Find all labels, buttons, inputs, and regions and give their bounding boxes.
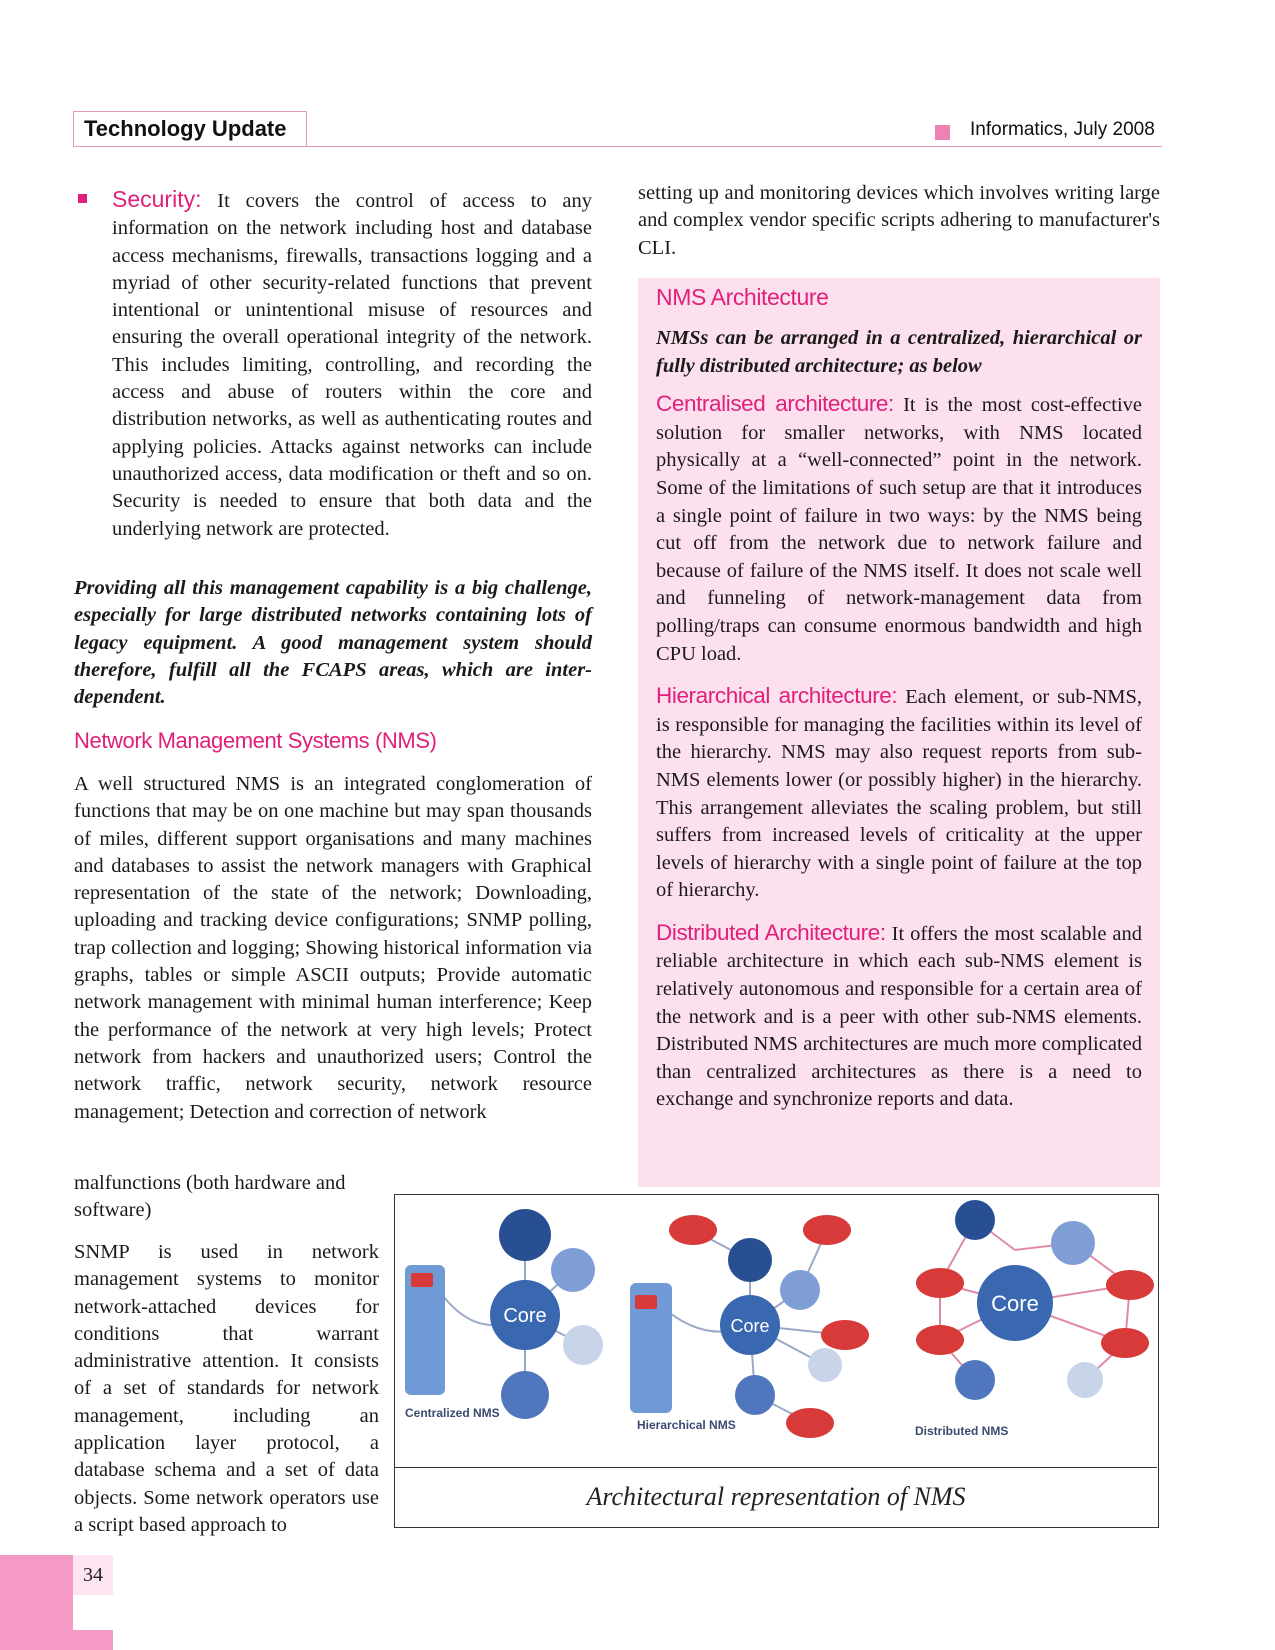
hierarchical-label: Hierarchical architecture: bbox=[656, 683, 898, 709]
footer-pink-strip bbox=[73, 1630, 113, 1650]
arch-box-title: NMS Architecture bbox=[656, 284, 829, 310]
right-top-paragraph: setting up and monitoring devices which involves writing large and complex vendor specific scripts adhering to manufacturer's CLI. bbox=[638, 182, 1160, 259]
security-paragraph bbox=[112, 186, 592, 543]
centralised-text: It is the most cost-effective solution for smaller networks, with NMS located physically at a “well-connected” point in the network. Some of the limitations of such setup are that it introduces a single point of failure in two ways: by the NMS being cut off from the network due to network failure and because of failure of the NMS itself. It does not scale well and funneling of network-management data from polling/traps can consume enormous bandwidth and high CPU load. bbox=[656, 394, 1142, 665]
core-label-2: Core bbox=[730, 1316, 770, 1336]
distributed-text: It offers the most scalable and reliable architecture in which each sub-NMS element is relatively autonomous and responsible for a certain area of the network and is a peer with other sub-NMS elements. Distributed NMS architectures are much more complicated than centralized architectures as there is a need to exchange and synchronize reports and data. bbox=[656, 922, 1142, 1111]
centralized-label: Centralized NMS bbox=[405, 1406, 500, 1420]
security-label: Security: bbox=[112, 186, 202, 212]
hierarchical-label: Hierarchical NMS bbox=[637, 1418, 736, 1432]
nms-paragraph: A well structured NMS is an integrated conglomeration of functions that may be on one machine but may span thousands of miles, different support organisations and many machines and databases to assist the network managers with Graphical representation of the state of the network; Downloading, uploading and tracking device configurations; SNMP polling, trap collection and logging; Showing historical information via graphs, tables or simple ASCII outputs; Provide automatic network management with minimal human interference; Keep the performance of the network at very high levels; Protect network from hackers and unauthorized users; Control the network traffic, network security, network resource management; Detection and correction of network bbox=[74, 773, 592, 1123]
nms-architecture-figure bbox=[394, 1194, 1159, 1528]
hierarchical-text: Each element, or sub-NMS, is responsible for managing the facilities within its level of the hierarchy. NMS may also request reports from sub-NMS elements lower (or possibly higher) in the hierarchy. This arrangement alleviates the scaling problem, but still suffers from increased levels of criticality at the upper levels of hierarchy with a single point of failure at the top of hierarchy. bbox=[656, 686, 1142, 902]
distributed-paragraph bbox=[656, 919, 1142, 1114]
arch-intro: NMSs can be arranged in a centralized, hierarchical or fully distributed architecture; as below bbox=[656, 327, 1142, 377]
nms-heading: Network Management Systems (NMS) bbox=[74, 728, 437, 753]
footer-pink-block bbox=[0, 1555, 73, 1650]
core-label-3: Core bbox=[991, 1291, 1039, 1316]
hierarchical-paragraph bbox=[656, 682, 1142, 905]
header-square-icon bbox=[935, 125, 950, 140]
page-number: 34 bbox=[73, 1555, 113, 1595]
distributed-label: Distributed NMS bbox=[915, 1424, 1009, 1438]
issue-label: Informatics, July 2008 bbox=[970, 119, 1155, 140]
figure-image bbox=[395, 1195, 1157, 1468]
core-label-1: Core bbox=[503, 1305, 547, 1327]
centralised-paragraph bbox=[656, 390, 1142, 668]
emphasis-paragraph: Providing all this management capability is a big challenge, especially for large distributed networks containing lots of legacy equipment. A good management system should therefore, fulfill all the FCAPS areas, which are inter-dependent. bbox=[74, 577, 592, 709]
security-text: It covers the control of access to any information on the network including host and database access mechanisms, firewalls, transactions logging and a myriad of other security-related functions that prevent intentional or unintentional misuse of resources and ensuring the overall operational integrity of the network. This includes limiting, controlling, and recording the access and abuse of routers within the core and distribution networks, as well as authenticating routes and applying policies. Attacks against networks can include unauthorized access, data modification or theft and so on. Security is needed to ensure that both data and the underlying network are protected. bbox=[112, 190, 592, 540]
section-title: Technology Update bbox=[73, 111, 307, 147]
nms-diagram bbox=[395, 1195, 1157, 1467]
distributed-label: Distributed Architecture: bbox=[656, 919, 886, 945]
nms-paragraph-end: malfunctions (both hardware and software) bbox=[74, 1172, 346, 1222]
bullet-square-icon bbox=[78, 194, 87, 203]
centralised-label: Centralised architecture: bbox=[656, 391, 894, 417]
nms-architecture-box bbox=[638, 278, 1160, 1187]
snmp-paragraph: SNMP is used in network management systems to monitor network-attached devices for conditions that warrant administrative attention. It consists of a set of standards for network management, including an application layer protocol, a database schema and a set of data objects. Some network operators use a script based approach to bbox=[74, 1241, 379, 1536]
header-rule bbox=[307, 146, 1162, 147]
security-item bbox=[112, 186, 592, 543]
figure-caption: Architectural representation of NMS bbox=[586, 1482, 966, 1511]
